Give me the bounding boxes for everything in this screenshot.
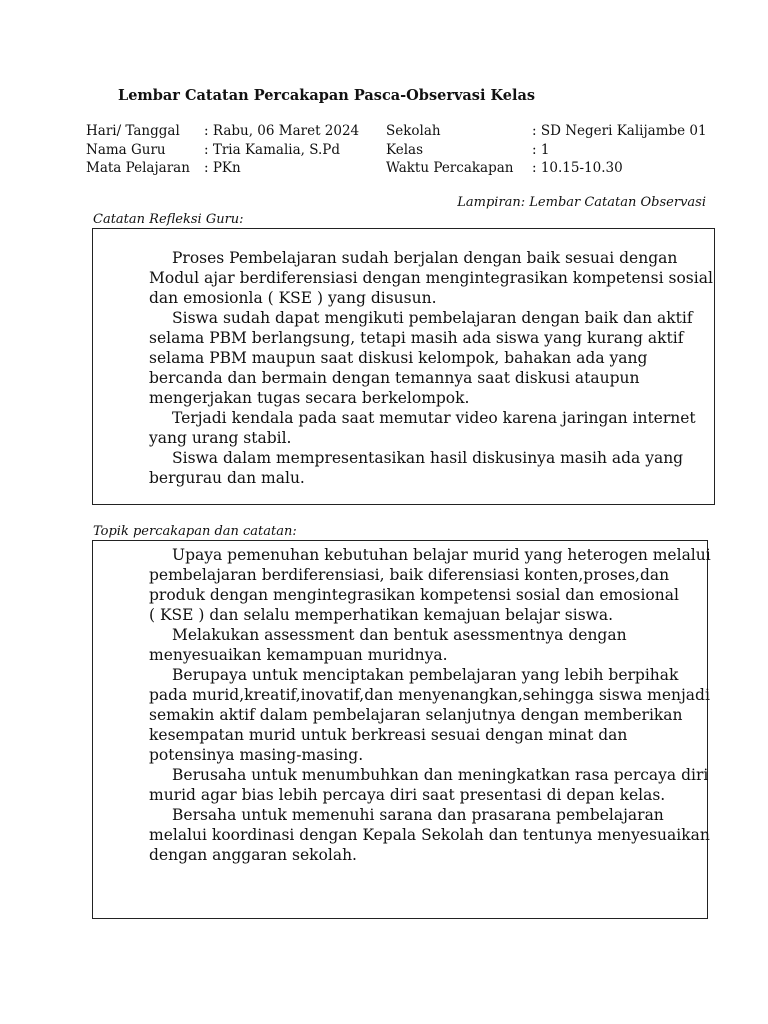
info-value: : Tria Kamalia, S.Pd (204, 141, 340, 158)
info-block-right (386, 122, 707, 178)
text-line: potensinya masing-masing. (149, 746, 364, 764)
info-label: Waktu Percakapan (386, 160, 514, 176)
info-row-subject (86, 159, 359, 178)
info-value: : SD Negeri Kalijambe 01 (532, 123, 707, 139)
text-line: Siswa dalam mempresentasikan hasil diskusinya masih ada yang (172, 449, 684, 467)
text-line: Upaya pemenuhan kebutuhan belajar murid yang heterogen melalui (172, 546, 711, 564)
info-value: : Rabu, 06 Maret 2024 (204, 123, 360, 139)
text-line: melalui koordinasi dengan Kepala Sekolah dan tentunya menyesuaikan (149, 826, 710, 844)
text-line: Bersaha untuk memenuhi sarana dan prasarana pembelajaran (172, 806, 664, 824)
info-label: Kelas (386, 141, 424, 158)
text-line: mengerjakan tugas secara berkelompok. (149, 389, 470, 407)
reflection-text (149, 248, 713, 488)
paragraph (149, 665, 711, 765)
info-label: Nama Guru (86, 141, 166, 158)
paragraph (149, 448, 713, 488)
info-row-school (386, 122, 707, 141)
text-line: Berupaya untuk menciptakan pembelajaran yang lebih berpihak (172, 666, 679, 684)
paragraph (149, 248, 713, 308)
info-value: : 1 (532, 141, 550, 158)
paragraph (149, 408, 713, 448)
text-line: Modul ajar berdiferensiasi dengan mengintegrasikan kompetensi sosial (149, 269, 713, 287)
topics-text (149, 545, 711, 865)
paragraph (149, 308, 713, 408)
text-line: bergurau dan malu. (149, 469, 305, 487)
text-line: menyesuaikan kemampuan muridnya. (149, 646, 448, 664)
attachment-note: Lampiran: Lembar Catatan Observasi (457, 195, 706, 210)
text-line: dengan anggaran sekolah. (149, 846, 357, 864)
paragraph (149, 625, 711, 665)
text-line: murid agar bias lebih percaya diri saat presentasi di depan kelas. (149, 786, 666, 804)
text-line: ( KSE ) dan selalu memperhatikan kemajuan belajar siswa. (149, 606, 614, 624)
document-title: Lembar Catatan Percakapan Pasca-Observasi Kelas (118, 87, 536, 104)
info-row-date (86, 122, 359, 141)
text-line: pada murid,kreatif,inovatif,dan menyenangkan,sehingga siswa menjadi (149, 686, 710, 704)
text-line: produk dengan mengintegrasikan kompetensi sosial dan emosional (149, 586, 679, 604)
paragraph (149, 545, 711, 625)
text-line: dan emosionla ( KSE ) yang disusun. (149, 289, 437, 307)
text-line: selama PBM maupun saat diskusi kelompok, bahakan ada yang (149, 349, 648, 367)
info-row-teacher (86, 141, 359, 160)
text-line: yang urang stabil. (149, 429, 292, 447)
topics-label: Topik percakapan dan catatan: (93, 524, 297, 539)
info-value: : 10.15-10.30 (532, 160, 623, 176)
info-row-time (386, 159, 707, 178)
info-label: Hari/ Tanggal (86, 123, 180, 139)
text-line: Proses Pembelajaran sudah berjalan dengan baik sesuai dengan (172, 249, 678, 267)
text-line: Melakukan assessment dan bentuk asessmentnya dengan (172, 626, 627, 644)
text-line: Terjadi kendala pada saat memutar video karena jaringan internet (172, 409, 696, 427)
text-line: Berusaha untuk menumbuhkan dan meningkatkan rasa percaya diri (172, 766, 709, 784)
reflection-label: Catatan Refleksi Guru: (93, 212, 244, 227)
info-label: Mata Pelajaran (86, 160, 190, 176)
text-line: Siswa sudah dapat mengikuti pembelajaran dengan baik dan aktif (172, 309, 693, 327)
info-row-class (386, 141, 707, 160)
info-label: Sekolah (386, 123, 441, 139)
text-line: bercanda dan bermain dengan temannya saat diskusi ataupun (149, 369, 640, 387)
info-block-left (86, 122, 359, 178)
paragraph (149, 765, 711, 805)
text-line: selama PBM berlangsung, tetapi masih ada siswa yang kurang aktif (149, 329, 684, 347)
text-line: kesempatan murid untuk berkreasi sesuai dengan minat dan (149, 726, 628, 744)
paragraph (149, 805, 711, 865)
text-line: pembelajaran berdiferensiasi, baik diferensiasi konten,proses,dan (149, 566, 670, 584)
info-value: : PKn (204, 160, 241, 176)
text-line: semakin aktif dalam pembelajaran selanjutnya dengan memberikan (149, 706, 683, 724)
